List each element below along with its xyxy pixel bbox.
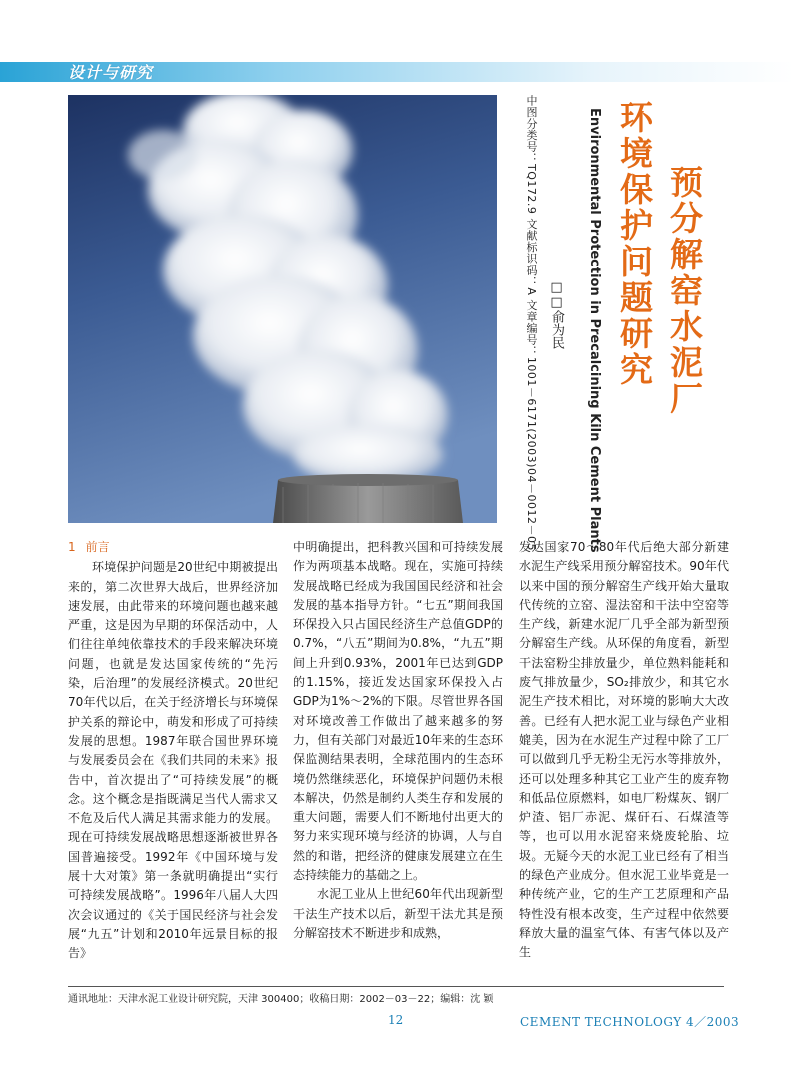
paragraph: 中明确提出，把科教兴国和可持续发展作为两项基本战略。现在，实施可持续发展战略已经成为我国国民经济和社会发展的基本指导方针。“七五”期间我国环保投入只占国民经济生产总值GDP的0.7%，“八五”期间为0.8%，“九五”期间上升到0.93%，2001年已达到GDP的1.15%，接近发达国家环保投入占GDP为1%～2%的下限。尽管世界各国对环境改善工作做出了越来越多的努力，但有关部门对最近10年来的生态环保监测结果表明，全球范围内的生态环境仍然继续恶化，环境保护问题仍未根本解决，仍然是制约人类生存和发展的重大问题，需要人们不断地付出更大的努力来实现环境与经济的协调，人与自然的和谐，把经济的健康发展建立在生态持续能力的基础之上。 <box>293 540 503 883</box>
section-title: 前言 <box>85 540 110 554</box>
page-number: 12 <box>388 1013 404 1027</box>
english-title: Environmental Protection in Precalcining Kiln Cement Plants <box>587 108 602 553</box>
paragraph: 环境保护问题是20世纪中期被提出来的，第二次世界大战后，世界经济加速发展，由此带来的环境问题也越来越严重，这是因为早期的环保活动中，人们往往单纯依靠技术的手段来解决环境问题，也就是发达国家传统的“先污染，后治理”的发展经济模式。20世纪70年代以后，在关于经济增长与环境保护关系的辩论中，萌发和形成了可持续发展的思想。1987年联合国世界环境与发展委员会在《我们共同的未来》报告中，首次提出了“可持续发展”的概念。这个概念是指既满足当代人需求又不危及后代人满足其需求能力的发展。现在可持续发展战略思想逐渐被世界各国普遍接受。1992年《中国环境与发展十大对策》第一条就明确提出“实行可持续发展战略”。1996年八届人大四次会议通过的《关于国民经济与社会发展“九五”计划和2010年远景目标的报告》 <box>68 560 278 961</box>
footnote: 通讯地址：天津水泥工业设计研究院，天津 300400；收稿日期：2002－03－22；编辑：沈 颖 <box>68 994 494 1005</box>
journal-name: CEMENT TECHNOLOGY 4／2003 <box>520 1015 740 1029</box>
cooling-tower-photo <box>68 95 497 523</box>
section-number: 1 <box>68 540 76 554</box>
paragraph: 发达国家70～80年代后绝大部分新建水泥生产线采用预分解窑技术。90年代以来中国的预分解窑生产线开始大量取代传统的立窑、湿法窑和干法中空窑等生产线，新建水泥厂几乎全部为新型预分解窑生产线。从环保的角度看，新型干法窑粉尘排放量少，单位熟料能耗和废气排放量少，SO₂排放少，和其它水泥生产技术相比，对环境的影响大大改善。已经有人把水泥工业与绿色产业相媲美，因为在水泥生产过程中除了工厂可以做到几乎无粉尘无污水等排放外，还可以处理多种其它工业产生的废弃物和低品位原燃料，如电厂粉煤灰、钢厂炉渣、铝厂赤泥、煤矸石、石煤渣等等，也可以用水泥窑来烧废轮胎、垃圾。无疑今天的水泥工业已经有了相当的绿色产业成分。但水泥工业毕竟是一种传统产业，它的生产工艺原理和产品特性没有根本改变，生产过程中依然要释放大量的温室气体、有害气体以及产生 <box>519 540 729 960</box>
footnote-divider <box>68 986 724 987</box>
body-column-2 <box>293 538 503 976</box>
classification-line: 中图分类号：TQ172.9 文献标识码：A 文章编号：1001－6171(2003)04－0012－05 <box>525 95 538 551</box>
title-line-1: 预分解窑水泥厂 <box>665 165 704 417</box>
body-column-1 <box>68 538 278 976</box>
title-line-2: 环境保护问题研究 <box>615 100 654 388</box>
section-heading <box>68 538 278 557</box>
paragraph: 水泥工业从上世纪60年代出现新型干法生产技术以后，新型干法尤其是预分解窑技术不断进步和成熟， <box>293 887 503 940</box>
section-banner-label: 设计与研究 <box>68 63 154 82</box>
author: □□俞为民 <box>549 280 564 349</box>
body-column-3 <box>519 538 729 976</box>
